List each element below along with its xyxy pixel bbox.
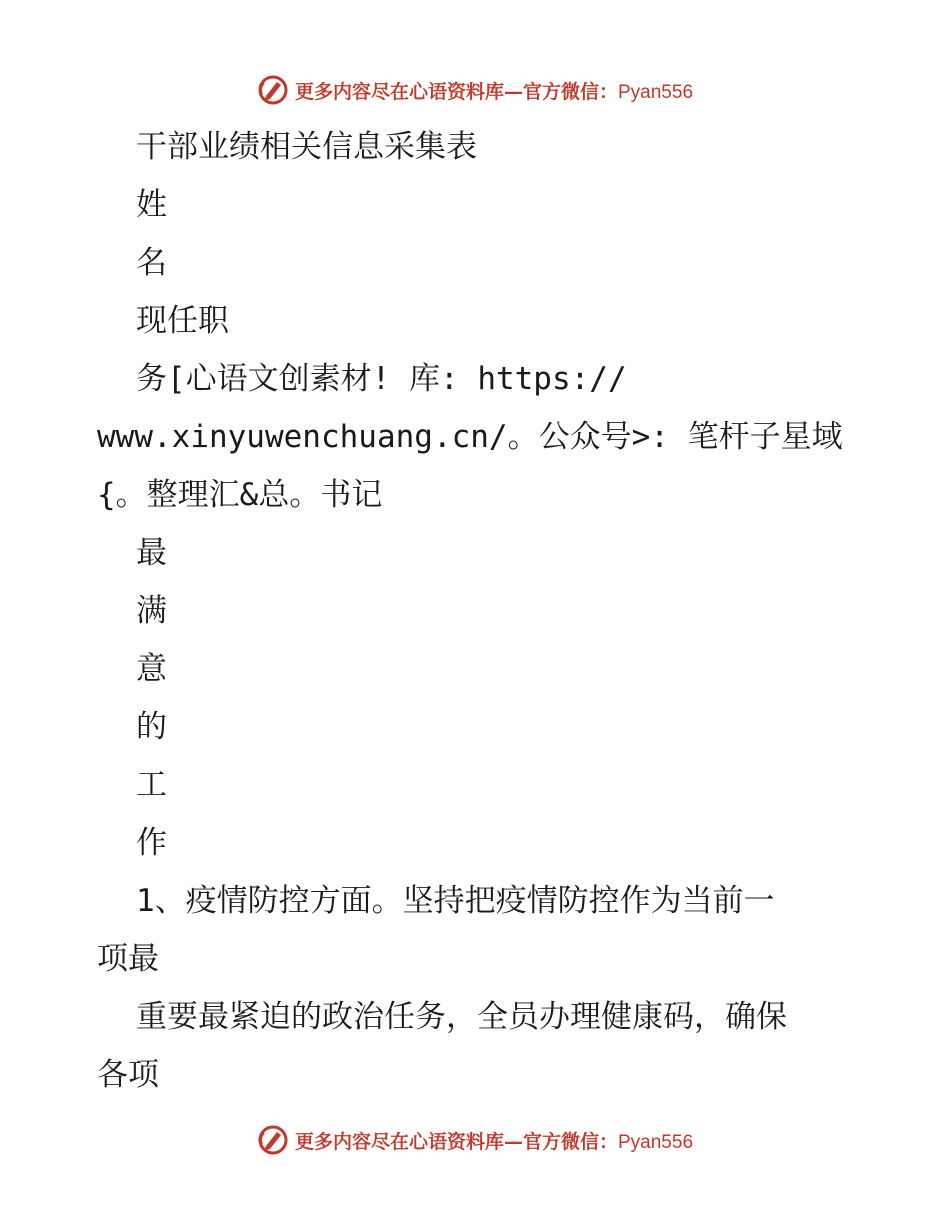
text-line: 现任职 xyxy=(136,303,229,339)
text-line: 的 xyxy=(136,709,167,745)
banner-text: 更多内容尽在心语资料库—官方微信：Pyan556 xyxy=(294,1130,694,1153)
text-line: 作 xyxy=(136,825,167,861)
text-line: www.xinyuwenchuang.cn/。公众号>: 笔杆子星域 xyxy=(97,419,843,455)
header-watermark-banner xyxy=(0,70,950,110)
pen-seal-icon xyxy=(257,74,289,106)
footer-watermark-banner xyxy=(0,1120,950,1160)
text-line: 工 xyxy=(136,767,167,803)
text-line: 各项 xyxy=(97,1057,159,1093)
text-line: 最 xyxy=(136,535,167,571)
text-line: 意 xyxy=(136,651,167,687)
banner-text: 更多内容尽在心语资料库—官方微信：Pyan556 xyxy=(294,80,694,103)
text-line: {。整理汇&总。书记 xyxy=(97,477,383,513)
text-line: 名 xyxy=(136,245,167,281)
pen-seal-icon xyxy=(257,1124,289,1156)
text-line: 务[心语文创素材! 库: https:// xyxy=(136,361,627,397)
text-line: 项最 xyxy=(97,941,159,977)
document-body xyxy=(97,118,857,1104)
text-line: 满 xyxy=(136,593,167,629)
document-title: 干部业绩相关信息采集表 xyxy=(136,129,477,165)
wechat-id: Pyan556 xyxy=(618,1131,694,1153)
wechat-id: Pyan556 xyxy=(618,81,694,103)
text-line: 姓 xyxy=(136,187,167,223)
text-line: 1、疫情防控方面。坚持把疫情防控作为当前一 xyxy=(136,883,775,919)
text-line: 重要最紧迫的政治任务，全员办理健康码，确保 xyxy=(136,999,787,1035)
